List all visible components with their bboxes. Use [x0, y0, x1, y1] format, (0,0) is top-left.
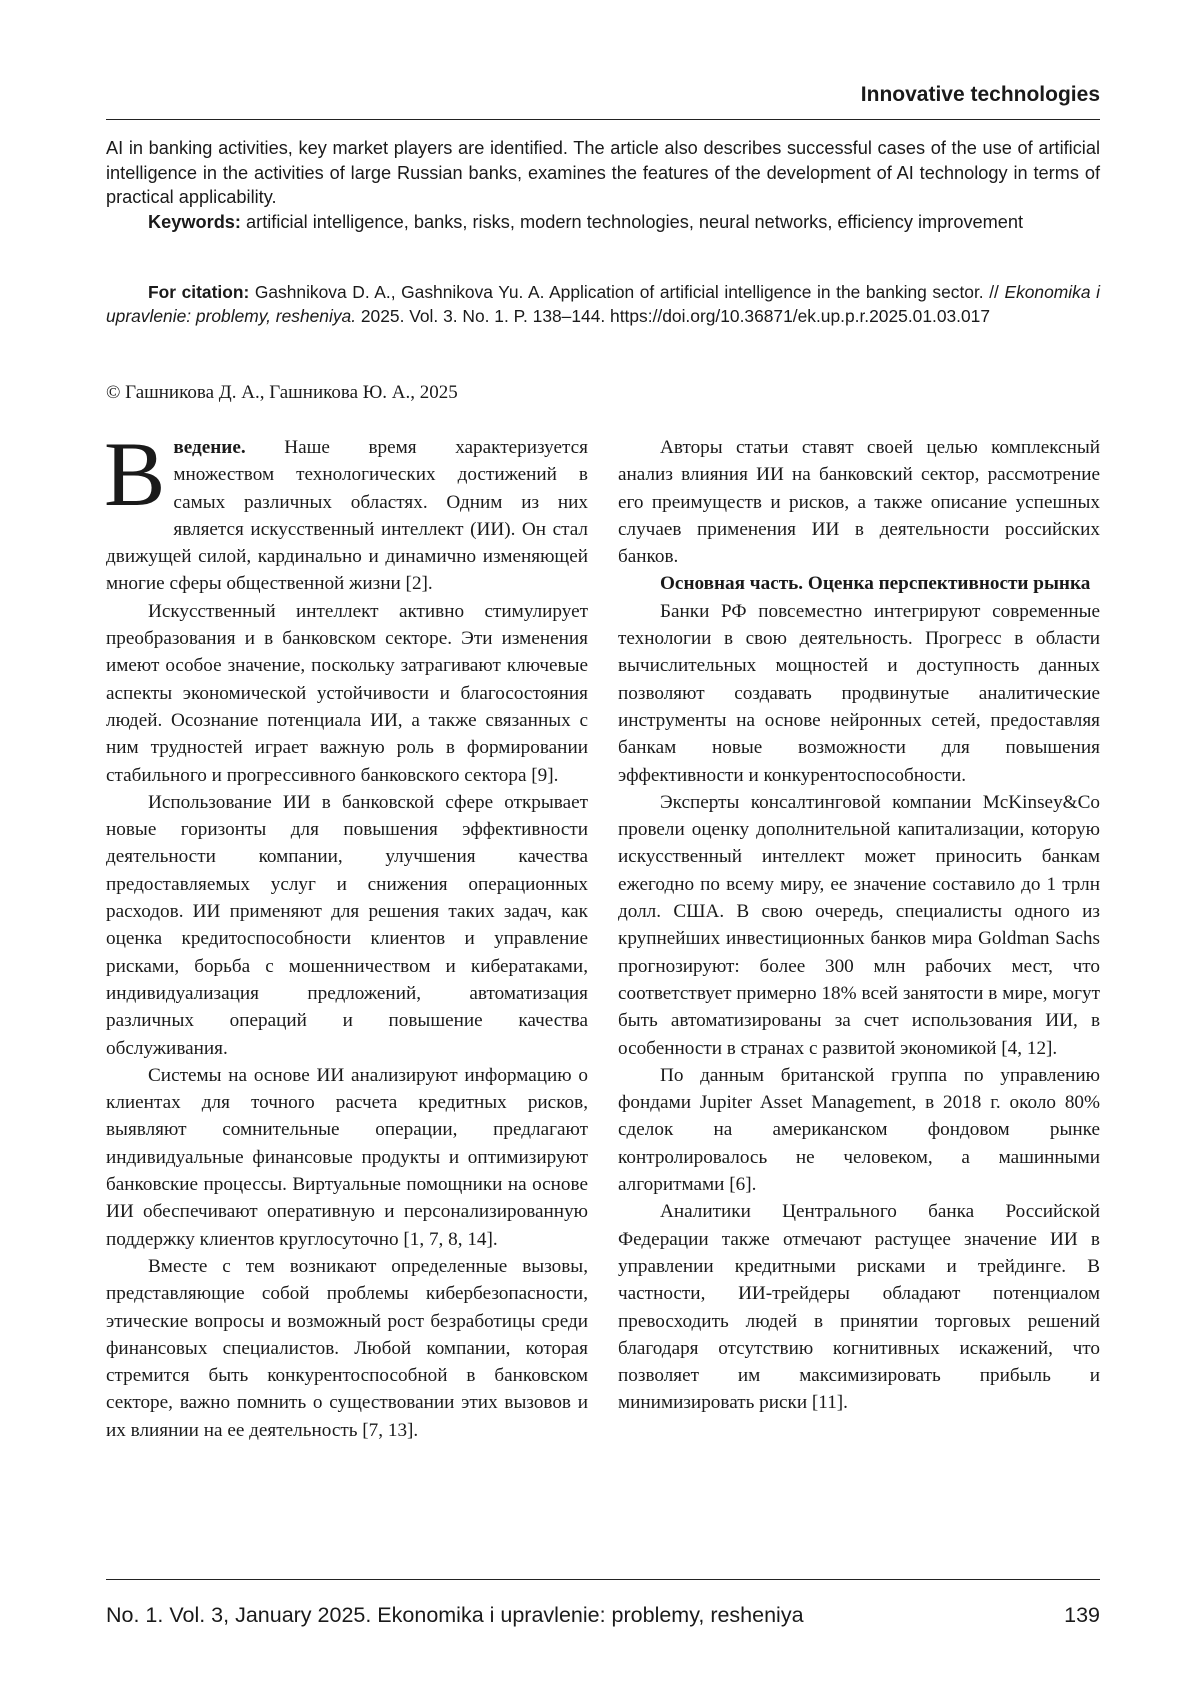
- spaced-lead: Эксперты консалтинговой компании: [660, 791, 972, 813]
- citation-authors-title: Gashnikova D. A., Gashnikova Yu. A. Application of artificial intelligence in the banking sector. //: [254, 282, 999, 302]
- keywords-text: artificial intelligence, banks, risks, modern technologies, neural networks, efficiency improvement: [246, 211, 1024, 232]
- paragraph-text: McKinsey&Co провели оценку дополнительной капитализации, которую искусственный интеллект может приносить банкам ежегодно по всему миру, ее значение составило до 1 трлн долл. США. В свою очередь, специалисты одного из крупнейших инвестиционных банков мира Goldman Sachs прогнозируют: более 300 млн рабочих мест, что соответствует примерно 18% всей занятости в мире, могут быть автоматизированы за счет использования ИИ, в особенности в странах с развитой экономикой [4, 12].: [618, 791, 1100, 1059]
- body-paragraph: Банки РФ повсеместно интегрируют современные технологии в свою деятельность. Прогресс в области вычислительных мощностей и доступность данных позволяют создавать продвинутые аналитические инструменты на основе нейронных сетей, предоставляя банкам новые возможности для повышения эффективности и конкурентоспособности.: [618, 600, 1100, 786]
- body-paragraph: Аналитики Центрального банка Российской Федерации также отмечают растущее значение ИИ в управлении кредитными рисками и трейдинге. В частности, ИИ-трейдеры обладают потенциалом превосходить людей в принятии торговых решений благодаря отсутствию когнитивных искажений, что позволяет им максимизировать прибыль и минимизировать риски [11].: [618, 1201, 1100, 1414]
- body-paragraph: По данным британской группа по управлению фондами Jupiter Asset Management, в 2018 г. около 80% сделок на американском фондовом рынке контролировалось не человеком, а машинными алгоритмами [6].: [618, 1064, 1100, 1196]
- citation-block: [106, 280, 1100, 328]
- intro-text: Наше время характеризуется множеством технологических достижений в самых различных областях. Одним из них является искусственный интеллект (ИИ). Он стал движущей силой, кардинально и динамично изменяющей многие сферы общественной жизни [2].: [106, 437, 588, 595]
- body-paragraph: Системы на основе ИИ анализируют информацию о клиентах для точного расчета кредитных рисков, выявляют сомнительные операции, предлагают индивидуальные финансовые продукты и оптимизируют банковские процессы. Виртуальные помощники на основе ИИ обеспечивают оперативную и персонализированную поддержку клиентов круглосуточно [1, 7, 8, 14].: [106, 1064, 588, 1250]
- section-heading: Основная часть. Оценка перспективности рынка: [660, 573, 1091, 595]
- page-number: 139: [1064, 1603, 1100, 1627]
- left-column: [104, 423, 588, 1444]
- footer-journal-line: No. 1. Vol. 3, January 2025. Ekonomika i upravlenie: problemy, resheniya: [106, 1603, 804, 1627]
- citation-label: For citation:: [148, 282, 250, 302]
- header-divider: [106, 119, 1100, 120]
- intro-lead-word: ведение.: [173, 437, 246, 458]
- keywords-line: [106, 210, 1100, 235]
- body-paragraph: Вместе с тем возникают определенные вызовы, представляющие собой проблемы кибербезопасности, этические вопросы и возможный рост безработицы среди финансовых специалистов. Любой компании, которая стремится быть конкурентоспособной в банковском секторе, важно помнить о существовании этих вызовов и их влиянии на ее деятельность [7, 13].: [106, 1255, 588, 1441]
- abstract-text: AI in banking activities, key market players are identified. The article also describes successful cases of the use of artificial intelligence in the activities of large Russian banks, examines the features of the development of AI technology in terms of practical applicability.: [106, 138, 1100, 207]
- right-column: [618, 434, 1100, 1417]
- footer-divider: [106, 1579, 1100, 1580]
- body-paragraph: [618, 789, 1100, 1062]
- body-paragraph: Использование ИИ в банковской сфере открывает новые горизонты для повышения эффективности деятельности компании, улучшения качества предоставляемых услуг и снижения операционных расходов. ИИ применяют для решения таких задач, как оценка кредитоспособности клиентов и управление рисками, борьба с мошенничеством и кибератаками, индивидуализация предложений, автоматизация различных операций и повышение качества обслуживания.: [106, 791, 588, 1059]
- drop-cap: В: [104, 423, 166, 525]
- intro-paragraph: [104, 423, 588, 598]
- citation-journal: Ekonomika i upravlenie: problemy, resheniya.: [106, 282, 1100, 326]
- abstract-block: [106, 136, 1100, 234]
- copyright-line: © Гашникова Д. А., Гашникова Ю. А., 2025: [106, 382, 458, 403]
- citation-details: 2025. Vol. 3. No. 1. P. 138–144. https://doi.org/10.36871/ek.up.p.r.2025.01.03.017: [360, 306, 991, 326]
- running-head: Innovative technologies: [860, 83, 1100, 106]
- keywords-label: Keywords:: [148, 211, 241, 232]
- body-paragraph: Искусственный интеллект активно стимулирует преобразования и в банковском секторе. Эти изменения имеют особое значение, поскольку затрагивают ключевые аспекты экономической устойчивости и благосостояния людей. Осознание потенциала ИИ, а также связанных с ним трудностей играет важную роль в формировании стабильного и прогрессивного банковского сектора [9].: [106, 600, 588, 786]
- body-paragraph: Авторы статьи ставят своей целью комплексный анализ влияния ИИ на банковский сектор, рассмотрение его преимуществ и рисков, а также описание успешных случаев применения ИИ в деятельности российских банков.: [618, 437, 1100, 568]
